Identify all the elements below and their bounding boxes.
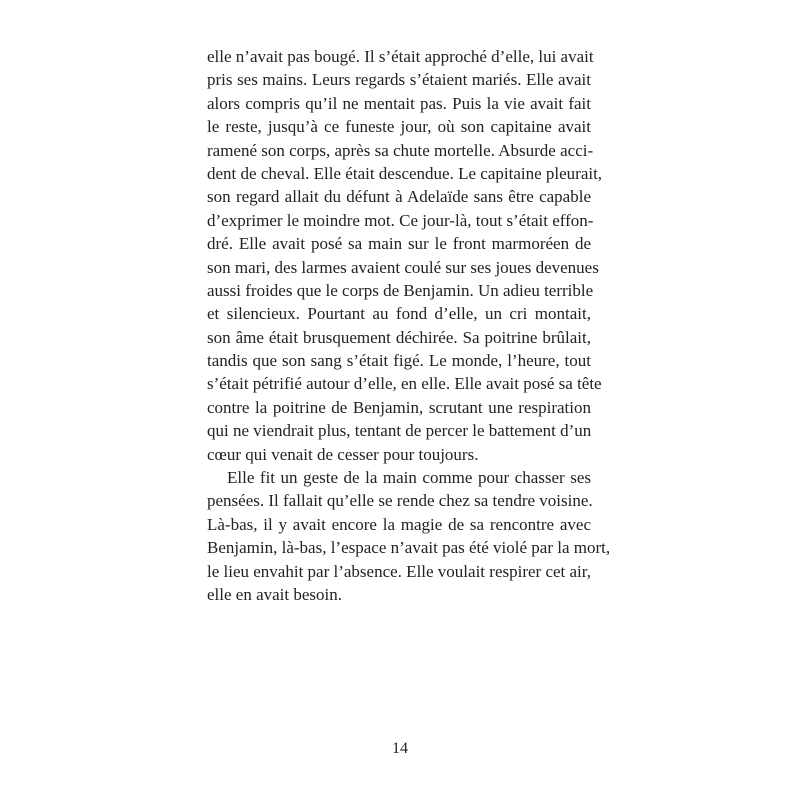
text-line: son mari, des larmes avaient coulé sur ses joues devenues <box>207 257 599 277</box>
text-line: pris ses mains. Leurs regards s’étaient mariés. Elle avait <box>207 70 591 90</box>
text-line: ramené son corps, après sa chute mortelle. Absurde acci- <box>207 140 594 160</box>
text-line: alors compris qu’il ne mentait pas. Puis la vie avait fait <box>207 93 591 113</box>
text-line: le reste, jusqu’à ce funeste jour, où son capitaine avait <box>207 117 591 137</box>
page-number: 14 <box>392 740 408 757</box>
text-line: elle n’avait pas bougé. Il s’était approché d’elle, lui avait <box>207 47 594 66</box>
text-line: cœur qui venait de cesser pour toujours. <box>207 444 479 464</box>
text-line: s’était pétrifié autour d’elle, en elle. Elle avait posé sa tête <box>207 374 602 394</box>
text-line: dent de cheval. Elle était descendue. Le capitaine pleurait, <box>207 163 603 183</box>
text-line: contre la poitrine de Benjamin, scrutant une respiration <box>207 397 591 417</box>
text-line: dré. Elle avait posé sa main sur le front marmoréen de <box>207 234 591 254</box>
text-line: son âme était brusquement déchirée. Sa poitrine brûlait, <box>207 327 591 347</box>
text-line: d’exprimer le moindre mot. Ce jour-là, tout s’était effon- <box>207 210 594 230</box>
paragraph-2 <box>207 466 611 606</box>
text-line: Benjamin, là-bas, l’espace n’avait pas été violé par la mort, <box>207 538 611 558</box>
text-line: pensées. Il fallait qu’elle se rende chez sa tendre voisine. <box>207 491 593 511</box>
text-line: Elle fit un geste de la main comme pour chasser ses <box>227 468 591 488</box>
text-line: qui ne viendrait plus, tentant de percer le battement d’un <box>207 421 592 441</box>
body-text <box>207 45 611 606</box>
text-line: Là-bas, il y avait encore la magie de sa rencontre avec <box>207 514 591 534</box>
text-line: aussi froides que le corps de Benjamin. Un adieu terrible <box>207 280 594 300</box>
text-line: son regard allait du défunt à Adelaïde sans être capable <box>207 187 591 207</box>
text-line: le lieu envahit par l’absence. Elle voulait respirer cet air, <box>207 561 592 581</box>
text-line: tandis que son sang s’était figé. Le monde, l’heure, tout <box>207 351 591 371</box>
text-line: et silencieux. Pourtant au fond d’elle, un cri montait, <box>207 304 591 324</box>
text-line: elle en avait besoin. <box>207 584 343 604</box>
paragraph-1 <box>207 45 603 466</box>
